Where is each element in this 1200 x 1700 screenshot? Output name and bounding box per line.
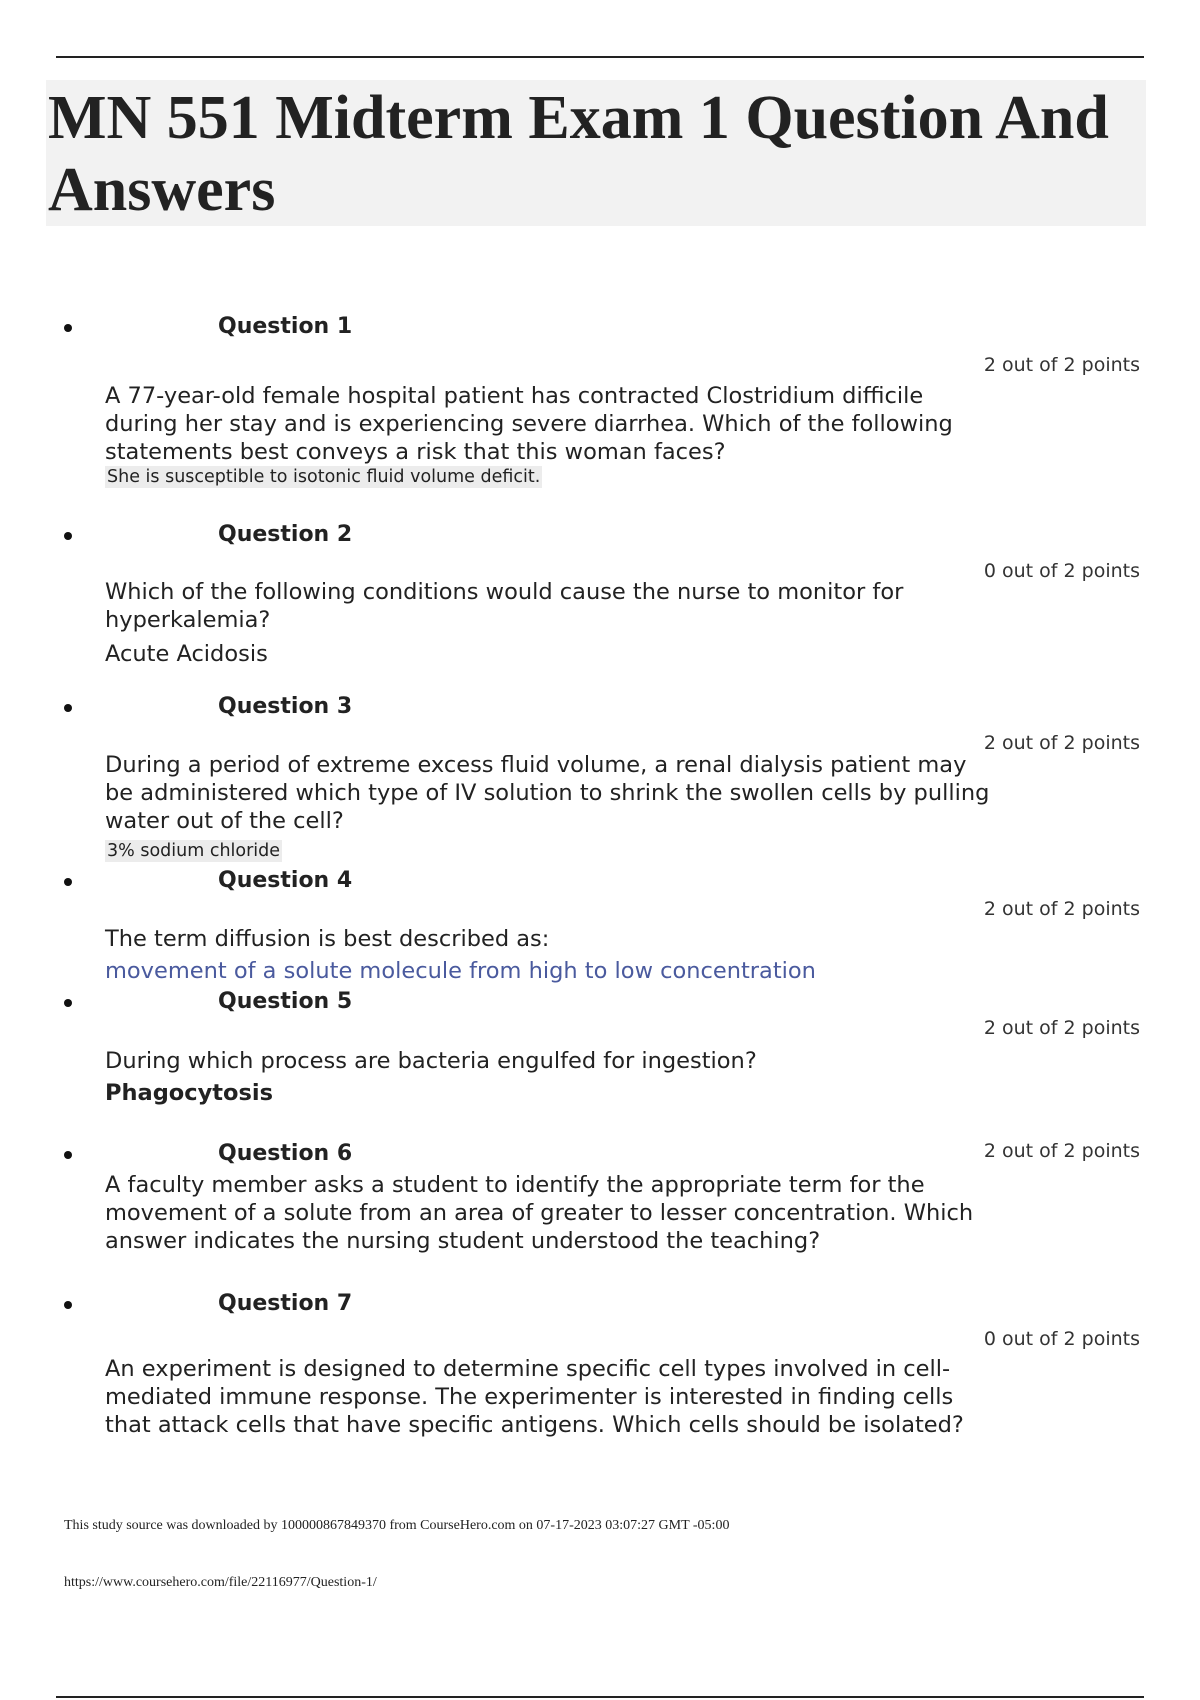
points-score: 2 out of 2 points bbox=[983, 354, 1140, 376]
question-label: Question 6 bbox=[218, 1141, 353, 1166]
question-label: Question 1 bbox=[218, 314, 353, 339]
answer-text: Acute Acidosis bbox=[105, 641, 268, 667]
points-score: 2 out of 2 points bbox=[983, 1140, 1140, 1162]
answer-text: Phagocytosis bbox=[105, 1080, 273, 1106]
bottom-rule bbox=[56, 1696, 1144, 1698]
points-score: 2 out of 2 points bbox=[983, 898, 1140, 920]
bullet-icon bbox=[64, 1301, 72, 1309]
bullet-icon bbox=[64, 324, 72, 332]
answer-text: She is susceptible to isotonic fluid volume deficit. bbox=[107, 467, 541, 487]
top-rule bbox=[56, 56, 1144, 58]
question-text: A 77-year-old female hospital patient has contracted Clostridium difficile during her stay and is experiencing severe diarrhea. Which of the following statements best conveys a risk that this woman faces? bbox=[105, 383, 953, 465]
points-score: 2 out of 2 points bbox=[983, 1017, 1140, 1039]
answer-text: movement of a solute molecule from high to low concentration bbox=[105, 958, 816, 984]
points-score: 0 out of 2 points bbox=[983, 560, 1140, 582]
question-label: Question 4 bbox=[218, 868, 353, 893]
source-url: https://www.coursehero.com/file/22116977/Question-1/ bbox=[64, 1575, 377, 1590]
answer-text: 3% sodium chloride bbox=[107, 841, 281, 861]
points-score: 2 out of 2 points bbox=[983, 732, 1140, 754]
question-label: Question 3 bbox=[218, 694, 353, 719]
bullet-icon bbox=[64, 1151, 72, 1159]
question-label: Question 7 bbox=[218, 1291, 353, 1316]
bullet-icon bbox=[64, 532, 72, 540]
points-score: 0 out of 2 points bbox=[983, 1328, 1140, 1350]
question-text: During a period of extreme excess fluid volume, a renal dialysis patient may be administered which type of IV solution to shrink the swollen cells by pulling water out of the cell? bbox=[105, 752, 990, 834]
question-text: Which of the following conditions would cause the nurse to monitor for hyperkalemia? bbox=[105, 579, 904, 633]
question-text: An experiment is designed to determine specific cell types involved in cell-mediated immune response. The experimenter is interested in finding cells that attack cells that have specific antigens. Which cells should be isolated? bbox=[105, 1356, 964, 1438]
question-text: A faculty member asks a student to identify the appropriate term for the movement of a solute from an area of greater to lesser concentration. Which answer indicates the nursing student understood the teaching? bbox=[105, 1172, 974, 1254]
bullet-icon bbox=[64, 704, 72, 712]
download-source-note: This study source was downloaded by 100000867849370 from CourseHero.com on 07-17-2023 03:07:27 GMT -05:00 bbox=[64, 1518, 730, 1533]
bullet-icon bbox=[64, 878, 72, 886]
document-title: MN 551 Midterm Exam 1 Question And Answers bbox=[48, 84, 1109, 224]
question-label: Question 5 bbox=[218, 989, 353, 1014]
bullet-icon bbox=[64, 999, 72, 1007]
question-text: The term diffusion is best described as: bbox=[105, 926, 550, 952]
question-text: During which process are bacteria engulfed for ingestion? bbox=[105, 1048, 757, 1074]
question-label: Question 2 bbox=[218, 522, 353, 547]
